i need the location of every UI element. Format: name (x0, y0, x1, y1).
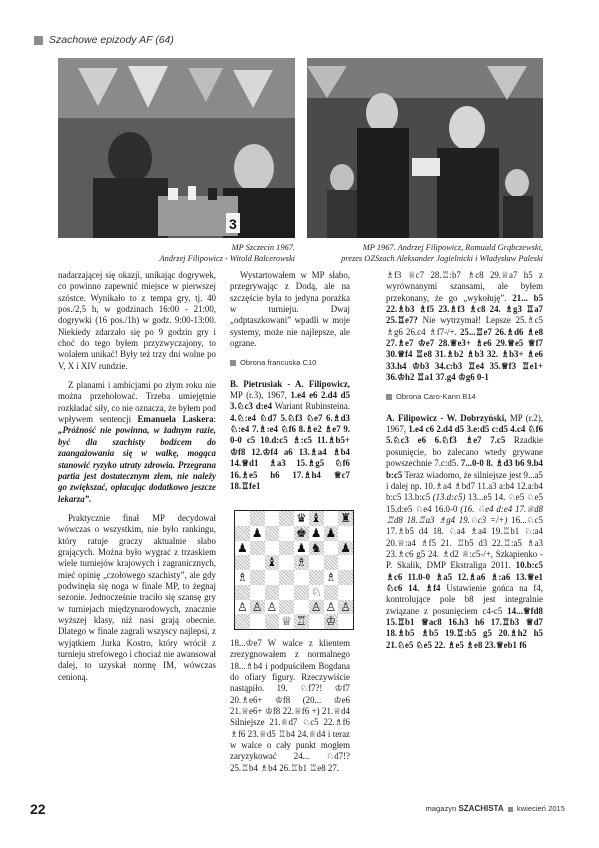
page-footer (30, 803, 565, 817)
board-square (324, 585, 339, 600)
board-square (309, 555, 324, 570)
chess-piece-icon: ♝ (266, 555, 278, 570)
text: Z planami i ambicjami po złym roku nie można przehołować. Trzeba umiejętnie rozkładać siły, co nie oznacza, że byłem pod wpływem sentencji (58, 380, 216, 425)
chess-piece-icon: ♚ (295, 525, 307, 540)
chess-piece-icon: ♟ (295, 540, 307, 555)
photo-image (307, 58, 543, 238)
game-info: MP (r.2), 1967, (386, 412, 543, 435)
board-square (279, 555, 294, 570)
board-square (279, 600, 294, 615)
game-moves: 4.♘:e4 ♘d7 5.♘f3 ♘e7 6.♗d3 ♘:e4 7.♗:e4 ♘f6 8.♗e2 ♗e7 9. 0-0 c5 10.d:c5 ♗:c5 11.♗b5+ ♔f8 12.♔f4 a6 13.♗a4 ♗b4 14.♕d1 ♗a3 15.♗g5 ♘f6 16.♗e5 h6 17.♗h4 ♕c7 18.♖fe1 (230, 412, 350, 491)
board-square (279, 570, 294, 585)
board-square (309, 614, 324, 629)
section-title: Obrona Caro-Kann B14 (396, 392, 476, 402)
text: 16...♘c5 17.♗b5 d4 18. ♘a4 ♗a4 19.♖b1 ♘:a4 20.♕:a4 ♗f5 21. ♖b5 d3 22.♖:a5 ♗a3 23.♗c6 g5 24. ♗d2 ♕:c5-/+, Szkapienko - P. Skalik, DMP Ekstraliga 2011. (386, 514, 543, 571)
chess-diagram (234, 510, 354, 630)
board-square (294, 600, 309, 615)
magazine-info (425, 804, 565, 813)
section-label (230, 357, 350, 368)
paragraph: nadarzającej się okazji, unikając dogrywek, co powinno zapewnić miejsce w pierwszej szóstce. Wynikało to z tempa gry, tj. 40 pos./2,5 h, w godzinach 16:00 - 21:00, dogrywki (16 pos./1h) w godz. 9:00-13:00. Niekiedy zdarzało się po 9 godzin gry i choć do tego byłem przyzwyczajony, to wolałem unikać! Były też trzy dni wolne po V, X i XIV rundzie. (58, 270, 216, 371)
board-square (265, 511, 280, 526)
column-1 (58, 270, 216, 691)
page-number: 22 (30, 801, 46, 817)
photo-left-caption (120, 243, 295, 264)
text: Teraz wiadomo, że silniejsze jest 9...a5 i dalej np. 10.♗a4 ♗bd7 11.a3 a:b4 12.a:b4 b:c5 13.b:c5 (386, 469, 543, 503)
chess-piece-icon: ♝ (310, 511, 322, 525)
board-square (338, 585, 353, 600)
caption-line-2: Andrzej Filipowicz - Witold Balcerowski (159, 253, 295, 263)
board-square (324, 511, 339, 526)
game-players: A. Filipowicz - W. Dobrzyński, (386, 412, 507, 423)
game-moves: 21... b5 22.♗b3 ♗f5 23.♗f3 ♗c8 24. ♗g3 ♖a7 25.♖e7? (386, 292, 544, 326)
board-square (250, 541, 265, 556)
magazine-name: SZACHISTA (458, 804, 504, 813)
paragraph (58, 380, 216, 505)
game-moves: 14...♕fd8 15.♖b1 ♕ac8 16.h3 h6 17.♖b3 ♕d7 18.♗b5 ♗b5 19.♖:b5 g5 20.♗h2 h5 21.♘e5 ♘e5 22. ♗e5 ♗e8 23.♕eb1 f6 (386, 605, 543, 650)
board-square (309, 570, 324, 585)
chess-piece-icon: ♙ (340, 599, 351, 614)
section-square-icon (230, 360, 236, 366)
column-3 (386, 270, 543, 659)
text: Rzadkie posunięcie, bo zalecano wtedy grywane powszechnie 7.c:d5. (386, 435, 543, 469)
variation: (16. ♘e4 d:e4 17.♕d8 ♖d8 18.♖a3 ♗g4 19.♘c3 =/+) (386, 503, 543, 525)
paragraph: Praktycznie finał MP decydował wówczas o wszystkim, nie było rankingu, który ratuje graczy aktualnie słabo grających. Można było wygrać z trzaskiem wiele turniejów krajowych i zagranicznych, mieć opinię „czołowego szachisty”, ale gdy podwinęła się noga w finale MP, to żegnaj sezonie. Jednocześnie traciło się szansę gry w turniejach międzynarodowych, znacznie wyższej klasy, niż nasi grają obecnie. Dlatego w finale zagrali wszyscy najlepsi, z wyjątkiem Jurka Kostro, który wrócił z turnieju strefowego i chociaż nie awansował dalej, to uzyskał normę IM, wówczas cenioną. (58, 512, 216, 682)
board-square (265, 526, 280, 541)
board-square (324, 541, 339, 556)
board-square (265, 570, 280, 585)
game-players: B. Pietrusiak - A. Filipowicz, (230, 378, 350, 389)
chess-piece-icon: ♗ (236, 570, 248, 584)
section-title: Obrona francuska C10 (240, 358, 317, 368)
column-2 (230, 270, 350, 500)
caption-line-1: MP Szczecin 1967. (231, 243, 295, 252)
lasker-quote: „Próżność nie powinna, w żadnym razie, być dla szachisty bodźcem do zaangażowania się w walkę, mogąca stanowić ryzyko utraty zdrowia. Przegrana partia jest dostatecznym złem, nie należy go zwiększać, opłacając dodatkowo jeszcze lekarza”. (58, 425, 216, 504)
board-square (235, 555, 250, 570)
board-square (338, 570, 353, 585)
photo-image (58, 58, 295, 238)
separator-square-icon (508, 807, 513, 812)
chess-piece-icon: ♘ (310, 584, 322, 599)
chess-piece-icon: ♙ (325, 599, 337, 614)
board-square (250, 511, 265, 526)
chess-piece-icon: ♟ (251, 525, 263, 540)
game-score (386, 413, 543, 651)
chess-piece-icon: ♞ (310, 540, 322, 555)
text: Ustawienie gońca na f4, kontrolujące pole b8 jest integralnie związane z posunięciem c4-c5 (386, 582, 543, 616)
board-square (279, 541, 294, 556)
chess-piece-icon: ♔ (325, 614, 337, 629)
text: Nie wytrzymał! Lepsze 25.♗c5 ♗g6 26.c4 ♗f7-/+. (386, 315, 543, 337)
board-square (294, 570, 309, 585)
chess-piece-icon: ♙ (251, 599, 263, 614)
chess-piece-icon: ♙ (266, 599, 278, 614)
chess-piece-icon: ♟ (340, 540, 351, 555)
header-title: Szachowe epizody AF (64) (49, 34, 174, 46)
board-square (265, 614, 280, 629)
board-square (338, 555, 353, 570)
photo-right-caption (307, 243, 543, 264)
game-info: MP (r.3), 1967, (230, 390, 291, 401)
game-score (230, 379, 350, 492)
chess-piece-icon: ♟ (310, 525, 322, 540)
game-moves: 1.e4 c6 2.d4 d5 3.e:d5 c:d5 4.c4 ♘f6 5.♘c3 e6 6.♘f3 ♗e7 7.c5 (386, 424, 544, 446)
header-square-icon (34, 36, 43, 45)
board-square (250, 570, 265, 585)
section-square-icon (386, 394, 392, 400)
board-square (279, 511, 294, 526)
magazine-prefix: magazyn (425, 804, 457, 813)
board-square (338, 614, 353, 629)
board-square (235, 614, 250, 629)
board-square (265, 541, 280, 556)
chess-piece-icon: ♙ (310, 599, 322, 614)
chess-piece-icon: ♟ (325, 525, 337, 540)
board-square (235, 585, 250, 600)
chess-piece-icon: ♛ (295, 511, 307, 525)
page-header (34, 34, 174, 46)
quoted-author: Emanuela Laskera (137, 414, 214, 425)
table-number-card: 3 (229, 216, 237, 232)
board-square (294, 585, 309, 600)
column-2-continued (230, 638, 350, 782)
board-square (324, 555, 339, 570)
board-square (279, 526, 294, 541)
caption-line-1: MP 1967. Andrzej Filipowicz, Romuald Grąbczewski, (362, 243, 543, 252)
text: 13...e5 14. ♘e5 ♘e5 15.d:e5 ♘e4 16.0-0 (386, 492, 544, 514)
chess-piece-icon: ♗ (325, 570, 337, 584)
paragraph: 18...♔e7 W walce z klientem zrezygnowałem z normalnego 18...♗b4 i podpuściłem Bogdana do ofiary figury. Rzeczywiście nastąpiło. 19. ♘f7?! ♔f7 20.♗e6+ ♔f8 (20... ♔e6 21.♕e6+ ♔f8 22.♕f6 +) 21.♕d4 Silniejsze 21.♕d7 ♘c5 22.♗f6 ♗f6 23.♕d5 ♖b4 24.♕d4 i teraz w walce o cały punkt mogłem zaryzykować 24... ♘d7!? 25.♖b4 ♗b4 26.♖b1 ♖e8 27. (230, 638, 350, 773)
photo-szczecin (58, 58, 295, 238)
text: : (213, 414, 216, 425)
game-continuation (386, 270, 543, 383)
board-square (250, 555, 265, 570)
chess-piece-icon: ♜ (340, 511, 351, 525)
section-label (386, 391, 543, 402)
opening-name: Wariant Rubinsteina. (272, 401, 350, 412)
paragraph: Wystartowałem w MP słabo, przegrywając z Dodą, ale na szczęście była to jedyna porażka w turnieju. Dwaj „odptaszkowani” wpadli w moje systemy, może nie najlepsze, ale ograne. (230, 270, 350, 349)
chess-piece-icon: ♗ (295, 555, 307, 570)
game-moves: 10.b:c5 ♗c6 11.0-0 ♗a5 12.♗a6 ♗:a6 13.♕e1 ♘c6 14. ♗f4 (386, 560, 543, 593)
board-square (279, 585, 294, 600)
board-square (265, 585, 280, 600)
board-square (235, 526, 250, 541)
text: ♗f3 ♕c7 28.♖:b7 ♗c8 29.♕a7 h5 z wyrównanymi szansami, ale byłem przekonany, że go „wykołuję”. (386, 270, 543, 303)
photo-award (307, 58, 543, 238)
variation: (13.d:c5) (432, 492, 466, 503)
game-moves: 25...♖e7 26.♗d6 ♗e8 27.♗e7 ♔e7 28.♕e3+ ♗e6 29.♕e5 ♕f7 30.♕f4 ♖e8 31.♗b2 ♗b3 32. ♗b3+ ♗e6 33.h4 ♔b3 34.c:b3 ♖e4 35.♕f3 ♖e1+ 36.♔h2 ♖a1 37.g4 ♔g6 0-1 (386, 326, 544, 383)
chess-piece-icon: ♙ (236, 599, 248, 614)
board-square (338, 526, 353, 541)
chess-piece-icon: ♟ (236, 540, 248, 555)
board-square (235, 511, 250, 526)
game-moves: 1.e4 e6 2.d4 d5 3.♘c3 d:e4 (230, 390, 350, 412)
chess-piece-icon: ♖ (295, 614, 307, 629)
board-square (250, 585, 265, 600)
chess-piece-icon: ♕ (281, 614, 292, 629)
caption-line-2: prezes OZSzach Aleksander Jagielnicki i Władysław Paleski (341, 253, 543, 263)
board-square (250, 614, 265, 629)
issue-date: kwiecień 2015 (516, 804, 565, 813)
game-moves: 7...0-0 8. ♗d3 b6 9.b4 b:c5 (386, 458, 543, 480)
